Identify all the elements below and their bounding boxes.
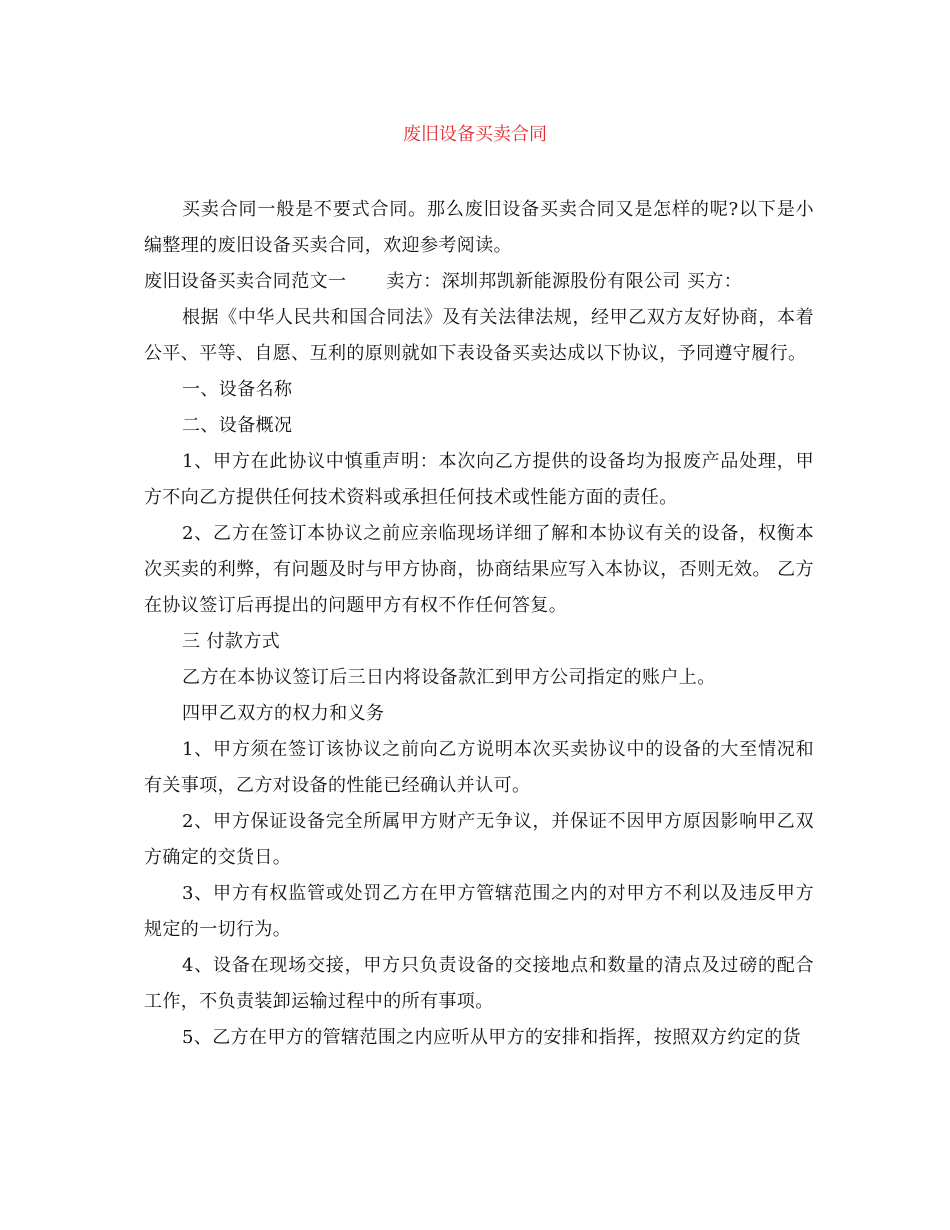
- rights-item-2: 2、甲方保证设备完全所属甲方财产无争议，并保证不因甲方原因影响甲乙双方确定的交货日。: [144, 811, 814, 868]
- document-title: 废旧设备买卖合同: [403, 124, 547, 145]
- payment-paragraph: 乙方在本协议签订后三日内将设备款汇到甲方公司指定的账户上。: [182, 667, 716, 688]
- overview-item-1: 1、甲方在此协议中慎重声明：本次向乙方提供的设备均为报废产品处理，甲方不向乙方提供任何技术资料或承担任何技术或性能方面的责任。: [144, 451, 814, 508]
- basis-paragraph: 根据《中华人民共和国合同法》及有关法律法规，经甲乙双方友好协商，本着公平、平等、自愿、互利的原则就如下表设备买卖达成以下协议，予同遵守履行。: [144, 307, 814, 364]
- document-body: [144, 192, 814, 1056]
- overview-item-2: 2、乙方在签订本协议之前应亲临现场详细了解和本协议有关的设备，权衡本次买卖的利弊，有问题及时与甲方协商，协商结果应写入本协议，否则无效。 乙方在协议签订后再提出的问题甲方有权不作任何答复。: [144, 523, 814, 616]
- intro-paragraph: 买卖合同一般是不要式合同。那么废旧设备买卖合同又是怎样的呢?以下是小编整理的废旧设备买卖合同，欢迎参考阅读。: [144, 199, 814, 256]
- rights-item-4: 4、设备在现场交接，甲方只负责设备的交接地点和数量的清点及过磅的配合工作，不负责装卸运输过程中的所有事项。: [144, 955, 814, 1012]
- section-heading-payment: 三 付款方式: [182, 631, 281, 652]
- sample-heading: 废旧设备买卖合同范文一: [144, 271, 347, 292]
- sample-heading-row: [144, 264, 814, 300]
- rights-item-3: 3、甲方有权监管或处罚乙方在甲方管辖范围之内的对甲方不利以及违反甲方规定的一切行为。: [144, 883, 814, 940]
- seller-buyer-line: 卖方：深圳邦凯新能源股份有限公司 买方：: [386, 271, 743, 292]
- section-heading-equipment-name: 一、设备名称: [182, 379, 293, 400]
- section-heading-equipment-overview: 二、设备概况: [182, 415, 293, 436]
- rights-item-5: 5、乙方在甲方的管辖范围之内应听从甲方的安排和指挥，按照双方约定的货: [182, 1027, 802, 1048]
- section-heading-rights: 四甲乙双方的权力和义务: [182, 703, 385, 724]
- rights-item-1: 1、甲方须在签订该协议之前向乙方说明本次买卖协议中的设备的大至情况和有关事项，乙方对设备的性能已经确认并认可。: [144, 739, 814, 796]
